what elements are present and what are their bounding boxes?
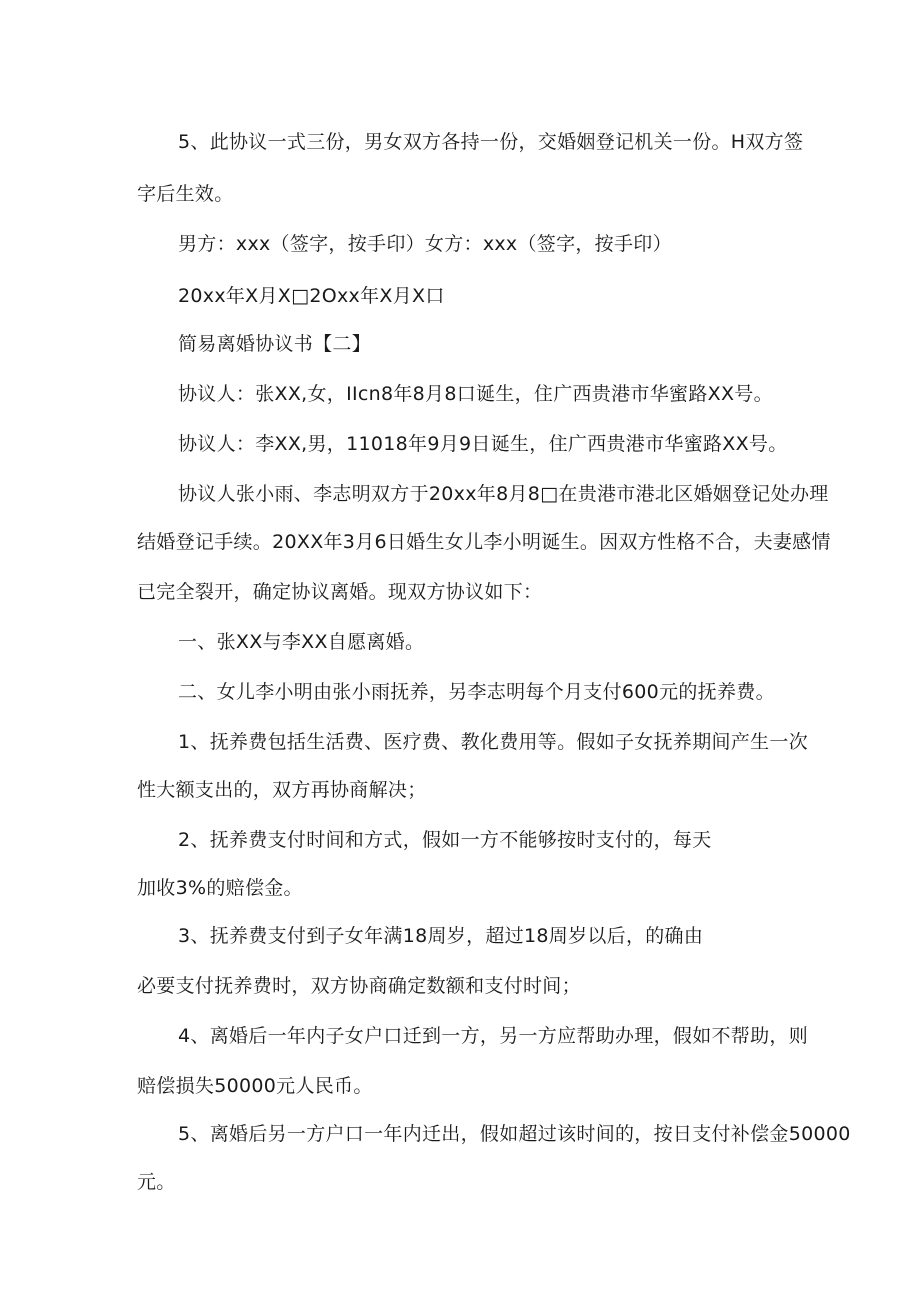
item-4-line-2: 赔偿损失50000元人民币。 [137, 1075, 373, 1097]
item-3-line-1: 3、抚养费支付到子女年满18周岁，超过18周岁以后，的确由 [178, 925, 704, 947]
article-2-line: 二、女儿李小明由张小雨抚养，另李志明每个月支付600元的抚养费。 [178, 681, 775, 703]
intro-line-2: 结婚登记手续。20XX年3月6日婚生女儿李小明诞生。因双方性格不合，夫妻感情 [137, 531, 831, 553]
intro-line-3: 已完全裂开，确定协议离婚。现双方协议如下： [137, 581, 543, 603]
item-3-line-2: 必要支付抚养费时，双方协商确定数额和支付时间； [137, 975, 581, 997]
intro-line-1: 协议人张小雨、李志明双方于20xx年8月8□在贵港市港北区婚姻登记处办理 [178, 483, 829, 505]
party-1-line: 协议人：张XX,女，IIcn8年8月8口诞生，住广西贵港市华蜜路XX号。 [178, 383, 773, 405]
clause-5-line-1: 5、此协议一式三份，男女双方各持一份，交婚姻登记机关一份。H双方签 [178, 131, 804, 153]
item-5-line-1: 5、离婚后另一方户口一年内迁出，假如超过该时间的，按日支付补偿金50000 [178, 1123, 851, 1145]
signature-line: 男方：xxx（签字，按手印）女方：xxx（签字，按手印） [178, 233, 672, 255]
date-line: 20xx年X月X□2Oxx年X月X口 [178, 285, 445, 307]
clause-5-line-2: 字后生效。 [137, 183, 234, 205]
item-1-line-1: 1、抚养费包括生活费、医疗费、教化费用等。假如子女抚养期间产生一次 [178, 731, 808, 753]
item-4-line-1: 4、离婚后一年内子女户口迁到一方，另一方应帮助办理，假如不帮助，则 [178, 1025, 808, 1047]
article-1-line: 一、张XX与李XX自愿离婚。 [178, 631, 425, 653]
item-2-line-1: 2、抚养费支付时间和方式，假如一方不能够按时支付的，每天 [178, 829, 712, 851]
item-2-line-2: 加收3%的赔偿金。 [137, 877, 303, 899]
item-5-line-2: 元。 [137, 1171, 176, 1193]
item-1-line-2: 性大额支出的，双方再协商解决； [137, 779, 427, 801]
section-title: 简易离婚协议书【二】 [178, 333, 372, 355]
party-2-line: 协议人：李XX,男，11018年9月9日诞生，住广西贵港市华蜜路XX号。 [178, 433, 788, 455]
